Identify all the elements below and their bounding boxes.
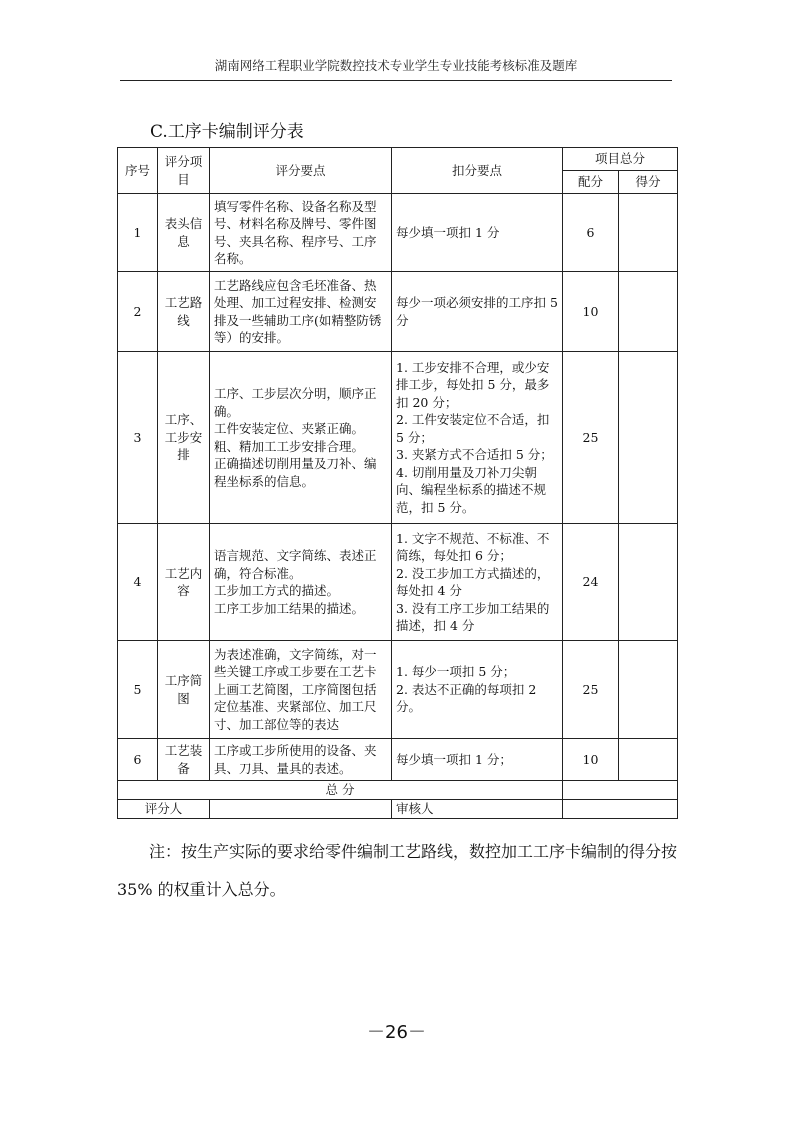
table-header-row xyxy=(118,148,678,171)
footnote: 注：按生产实际的要求给零件编制工艺路线，数控加工工序卡编制的得分按 35% 的权重计入总分。 xyxy=(117,842,678,899)
header-item: 评分项目 xyxy=(158,148,210,194)
signature-row xyxy=(118,800,678,819)
header-score: 配分 xyxy=(563,171,619,194)
points-cell-line: 粗、精加工工步安排合理。 xyxy=(214,438,365,454)
deduct-cell-line: 1. 每少一项扣 5 分； xyxy=(396,664,516,680)
section-title: C.工序卡编制评分表 xyxy=(150,122,304,142)
header-obtained: 得分 xyxy=(619,171,678,194)
points-cell-line: 工序、工步层次分明，顺序正确。 xyxy=(214,386,377,419)
deduct-cell-line: 每少填一项扣 1 分； xyxy=(396,751,512,767)
points-cell-line: 工步加工方式的描述。 xyxy=(214,583,340,598)
obtained-cell xyxy=(619,194,678,272)
points-cell xyxy=(210,352,392,524)
deduct-cell-line: 2. 表达不正确的每项扣 2 分。 xyxy=(396,681,537,715)
seq-cell: 4 xyxy=(118,524,158,641)
obtained-cell xyxy=(619,641,678,739)
obtained-cell xyxy=(619,739,678,781)
points-cell xyxy=(210,272,392,352)
total-value xyxy=(563,781,678,800)
scoring-table xyxy=(117,147,678,819)
header-rule xyxy=(120,80,672,81)
deduct-cell-line: 3. 没有工序工步加工结果的描述，扣 4 分 xyxy=(396,600,550,633)
reviewer-value xyxy=(563,800,678,819)
table-row xyxy=(118,524,678,641)
points-cell xyxy=(210,524,392,641)
deduct-cell-line: 2. 没工步加工方式描述的，每处扣 4 分 xyxy=(396,565,550,598)
item-cell: 工艺装备 xyxy=(158,739,210,781)
header-total-group: 项目总分 xyxy=(563,148,678,171)
deduct-cell xyxy=(392,524,563,641)
seq-cell: 2 xyxy=(118,272,158,352)
item-cell: 工序简图 xyxy=(158,641,210,739)
deduct-cell xyxy=(392,739,563,781)
scorer-value xyxy=(210,800,392,819)
seq-cell: 3 xyxy=(118,352,158,524)
header-deduct: 扣分要点 xyxy=(392,148,563,194)
deduct-cell xyxy=(392,272,563,352)
seq-cell: 5 xyxy=(118,641,158,739)
table-row xyxy=(118,739,678,781)
points-cell-line: 语言规范、文字简练、表述正确，符合标准。 xyxy=(214,548,377,581)
table-row xyxy=(118,352,678,524)
deduct-cell-line: 2. 工件安装定位不合适，扣 5 分； xyxy=(396,412,550,445)
points-cell-line: 正确描述切削用量及刀补、编程坐标系的信息。 xyxy=(214,456,377,489)
points-cell xyxy=(210,641,392,739)
score-cell: 25 xyxy=(563,352,619,524)
header-seq: 序号 xyxy=(118,148,158,194)
score-cell: 25 xyxy=(563,641,619,739)
item-cell: 工艺内容 xyxy=(158,524,210,641)
obtained-cell xyxy=(619,524,678,641)
points-cell-line: 填写零件名称、设备名称及型号、材料名称及牌号、零件图号、夹具名称、程序号、工序名称。 xyxy=(214,198,377,266)
total-row xyxy=(118,781,678,800)
points-cell-line: 工序或工步所使用的设备、夹具、刀具、量具的表述。 xyxy=(214,743,377,776)
running-header: 湖南网络工程职业学院数控技术专业学生专业技能考核标准及题库 xyxy=(214,58,578,73)
deduct-cell-line: 4. 切削用量及刀补刀尖朝向、编程坐标系的描述不规范，扣 5 分。 xyxy=(396,464,547,515)
points-cell-line: 工序工步加工结果的描述。 xyxy=(214,600,365,616)
obtained-cell xyxy=(619,352,678,524)
item-cell: 表头信息 xyxy=(158,194,210,272)
points-cell xyxy=(210,194,392,272)
scorer-label: 评分人 xyxy=(118,800,210,819)
deduct-cell xyxy=(392,641,563,739)
deduct-cell xyxy=(392,352,563,524)
table-row xyxy=(118,272,678,352)
item-cell: 工序、工步安排 xyxy=(158,352,210,524)
item-cell: 工艺路线 xyxy=(158,272,210,352)
page-number: －26－ xyxy=(367,1022,426,1043)
points-cell xyxy=(210,739,392,781)
deduct-cell-line: 1. 工步安排不合理，或少安排工步，每处扣 5 分，最多扣 20 分； xyxy=(396,359,550,410)
score-cell: 24 xyxy=(563,524,619,641)
table-row xyxy=(118,194,678,272)
score-cell: 10 xyxy=(563,272,619,352)
deduct-cell-line: 每少一项必须安排的工序扣 5 分 xyxy=(396,295,558,328)
deduct-cell-line: 每少填一项扣 1 分 xyxy=(396,224,500,240)
points-cell-line: 工艺路线应包含毛坯准备、热处理、加工过程安排、检测安排及一些辅助工序(如精整防锈等）的安排。 xyxy=(214,277,382,345)
seq-cell: 6 xyxy=(118,739,158,781)
reviewer-label: 审核人 xyxy=(392,800,563,819)
points-cell-line: 为表述准确，文字简练，对一些关键工序或工步要在工艺卡上画工艺简图，工序简图包括定位基准、夹紧部位、加工尺寸、加工部位等的表达 xyxy=(214,646,377,732)
points-cell-line: 工件安装定位、夹紧正确。 xyxy=(214,421,365,436)
deduct-cell-line: 3. 夹紧方式不合适扣 5 分； xyxy=(396,447,553,463)
score-cell: 6 xyxy=(563,194,619,272)
table-row xyxy=(118,641,678,739)
seq-cell: 1 xyxy=(118,194,158,272)
header-points: 评分要点 xyxy=(210,148,392,194)
deduct-cell xyxy=(392,194,563,272)
score-cell: 10 xyxy=(563,739,619,781)
total-label: 总 分 xyxy=(118,781,563,800)
obtained-cell xyxy=(619,272,678,352)
deduct-cell-line: 1. 文字不规范、不标准、不简练，每处扣 6 分； xyxy=(396,530,550,563)
